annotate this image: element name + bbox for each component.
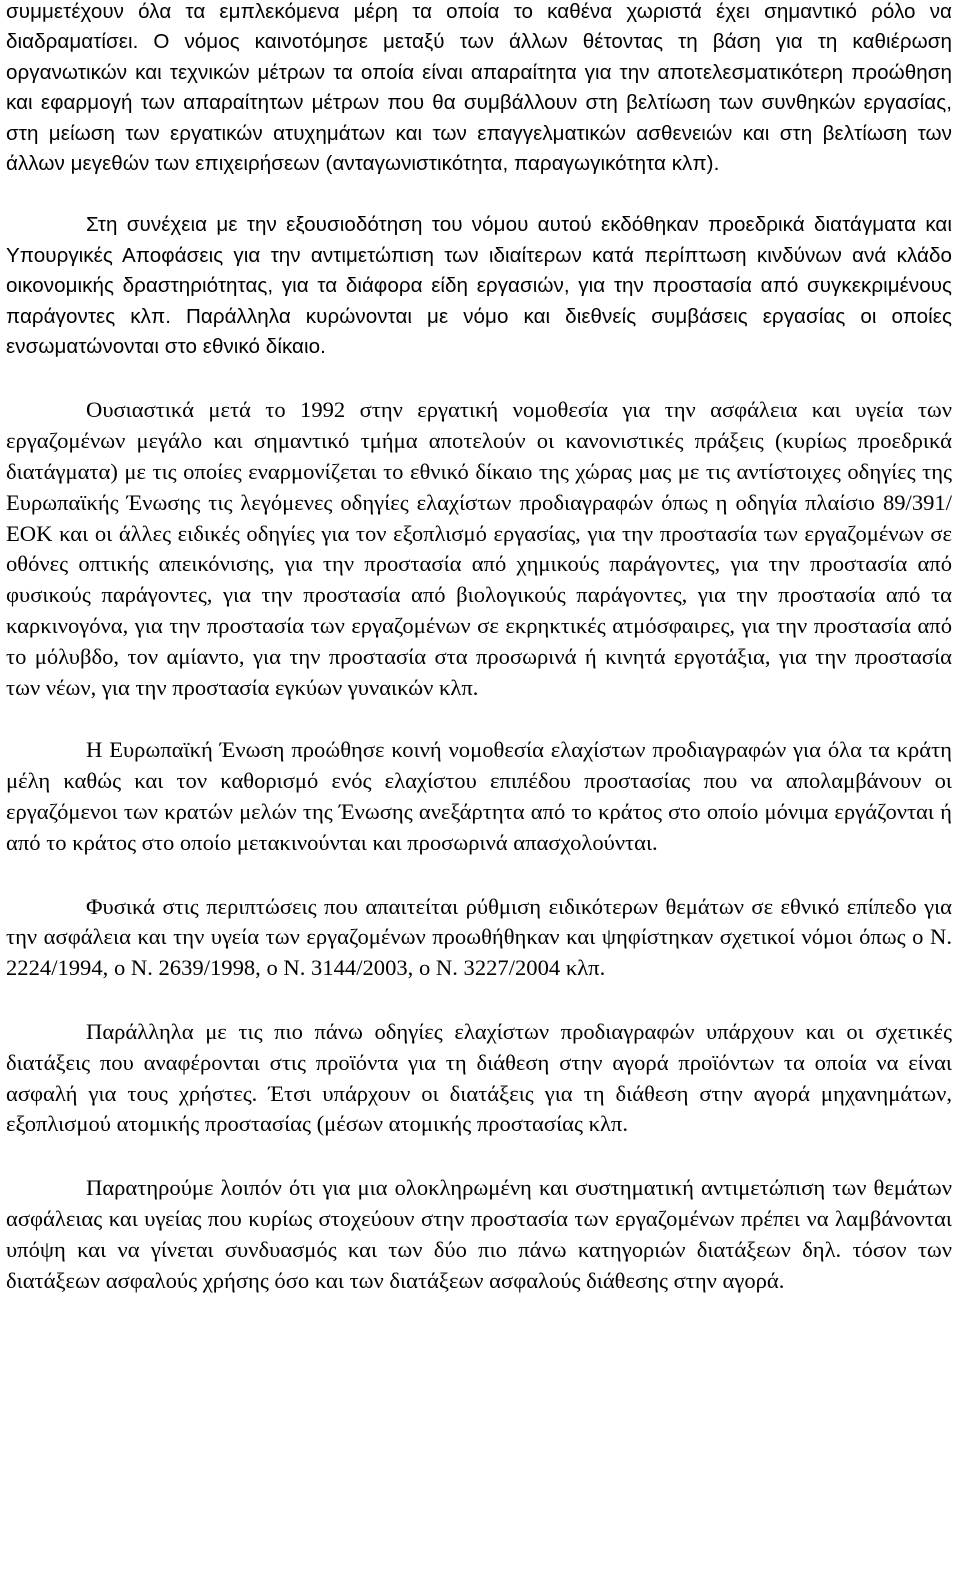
- paragraph: Φυσικά στις περιπτώσεις που απαιτείται ρύθμιση ειδικότερων θεμάτων σε εθνικό επίπεδο για την ασφάλεια και την υγεία των εργαζομένων προωθήθηκαν και ψηφίστηκαν σχετικοί νόμοι όπως ο Ν. 2224/1994, ο Ν. 2639/1998, ο Ν. 3144/2003, ο Ν. 3227/2004 κλπ.: [6, 893, 952, 981]
- paragraph: Παρατηρούμε λοιπόν ότι για μια ολοκληρωμένη και συστηματική αντιμετώπιση των θεμάτων ασφάλειας και υγείας που κυρίως στοχεύουν στην προστασία των εργαζομένων πρέπει να λαμβάνονται υπόψη και να γίνεται συνδυασμός και των δύο πιο πάνω κατηγοριών διατάξεων δηλ. τόσον των διατάξεων ασφαλούς χρήσης όσο και των διατάξεων ασφαλούς διάθεσης στην αγορά.: [6, 1175, 952, 1293]
- paragraph: Η Ευρωπαϊκή Ένωση προώθησε κοινή νομοθεσία ελαχίστων προδιαγραφών για όλα τα κράτη μέλη καθώς και τον καθορισμό ενός ελαχίστου επιπέδου προστασίας που να απολαμβάνουν οι εργαζόμενοι των κρατών μελών της Ένωσης ανεξάρτητα από το κράτος στο οποίο μόνιμα εργάζονται ή από το κράτος στο οποίο μετακινούνται και προσωρινά απασχολούνται.: [6, 737, 952, 855]
- paragraph: Παράλληλα με τις πιο πάνω οδηγίες ελαχίστων προδιαγραφών υπάρχουν και οι σχετικές διατάξεις που αναφέρονται στις προϊόντα για τη διάθεση στην αγορά προϊόντων τα οποία να είναι ασφαλή για τους χρήστες. Έτσι υπάρχουν οι διατάξεις για τη διάθεση στην αγορά μηχανημάτων, εξοπλισμού ατομικής προστασίας (μέσων ατομικής προστασίας κλπ.: [6, 1019, 952, 1137]
- document-page: [6, 0, 952, 1296]
- paragraph: συμμετέχουν όλα τα εμπλεκόμενα μέρη τα οποία το καθένα χωριστά έχει σημαντικό ρόλο να διαδραματίσει. Ο νόμος καινοτόμησε μεταξύ των άλλων θέτοντας τη βάση για τη καθιέρωση οργανωτικών και τεχνικών μέτρων τα οποία είναι απαραίτητα για την αποτελεσματικότερη προώθηση και εφαρμογή των απαραίτητων μέτρων που θα συμβάλλουν στη βελτίωση των συνθηκών εργασίας, στη μείωση των εργατικών ατυχημάτων και των επαγγελματικών ασθενειών και στη βελτίωση των άλλων μεγεθών των επιχειρήσεων (ανταγωνιστικότητα, παραγωγικότητα κλπ).: [6, 0, 952, 176]
- paragraph: Στη συνέχεια με την εξουσιοδότηση του νόμου αυτού εκδόθηκαν προεδρικά διατάγματα και Υπουργικές Αποφάσεις για την αντιμετώπιση των ιδιαίτερων κατά περίπτωση κινδύνων ανά κλάδο οικονομικής δραστηριότητας, για τα διάφορα είδη εργασιών, για την προστασία από συγκεκριμένους παράγοντες κλπ. Παράλληλα κυρώνονται με νόμο και διεθνείς συμβάσεις εργασίας οι οποίες ενσωματώνονται στο εθνικό δίκαιο.: [6, 213, 952, 359]
- paragraph: Ουσιαστικά μετά το 1992 στην εργατική νομοθεσία για την ασφάλεια και υγεία των εργαζομένων μεγάλο και σημαντικό τμήμα αποτελούν οι κανονιστικές πράξεις (κυρίως προεδρικά διατάγματα) με τις οποίες εναρμονίζεται το εθνικό δίκαιο της χώρας μας με τις αντίστοιχες οδηγίες της Ευρωπαϊκής Ένωσης τις λεγόμενες οδηγίες ελαχίστων προδιαγραφών όπως η οδηγία πλαίσιο 89/391/ΕΟΚ και οι άλλες ειδικές οδηγίες για τον εξοπλισμό εργασίας, για την προστασία των εργαζομένων σε οθόνες οπτικής απεικόνισης, για την προστασία από χημικούς παράγοντες, για την προστασία από φυσικούς παράγοντες, για την προστασία από βιολογικούς παράγοντες, για την προστασία από τα καρκινογόνα, για την προστασία των εργαζομένων σε εκρηκτικές ατμόσφαιρες, για την προστασία από το μόλυβδο, τον αμίαντο, για την προστασία στα προσωρινά ή κινητά εργοτάξια, για την προστασία των νέων, για την προστασία εγκύων γυναικών κλπ.: [6, 397, 952, 700]
